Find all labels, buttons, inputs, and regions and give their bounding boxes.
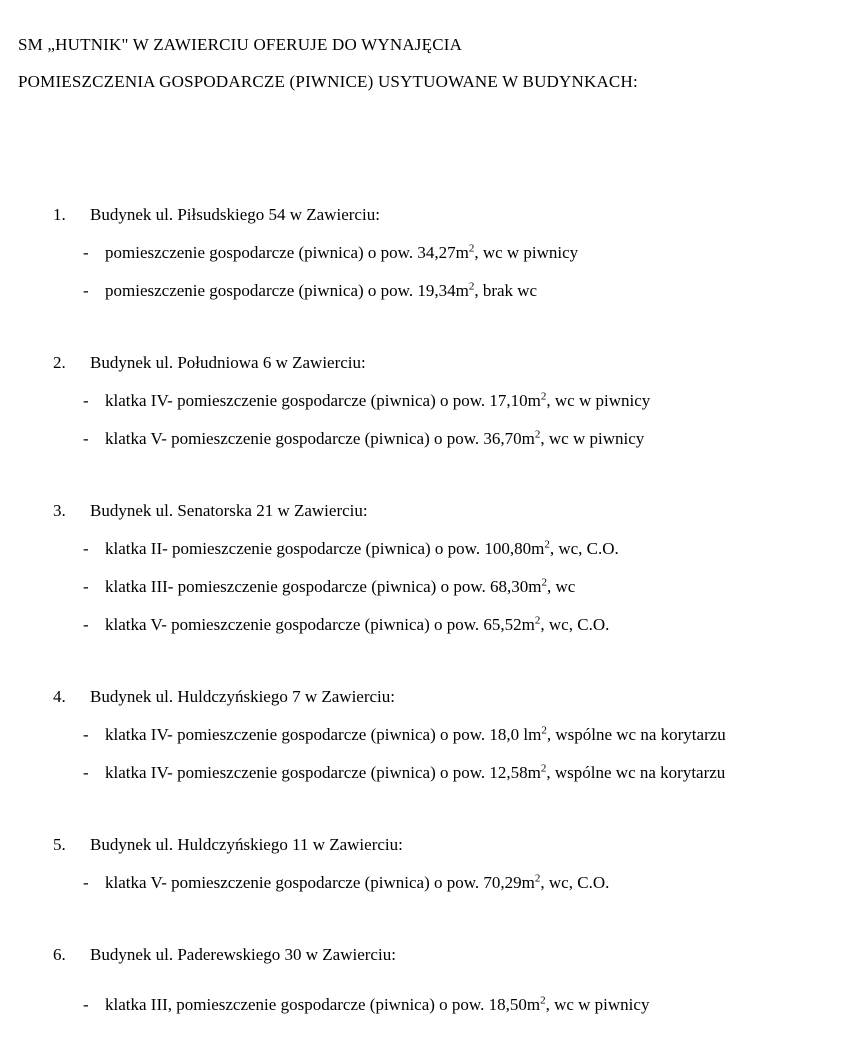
- header-line-2: POMIESZCZENIA GOSPODARCZE (PIWNICE) USYTUOWANE W BUDYNKACH:: [18, 72, 638, 91]
- building-number: 4.: [53, 687, 66, 706]
- building-section: [0, 826, 850, 902]
- building-section: [0, 492, 850, 644]
- building-heading: [0, 826, 850, 864]
- room-text-post: , brak wc: [474, 281, 538, 300]
- building-heading: [0, 196, 850, 234]
- dash-bullet: -: [83, 243, 89, 262]
- room-item: [0, 568, 850, 606]
- room-text-post: , wc: [546, 577, 576, 596]
- building-number: 2.: [53, 353, 66, 372]
- building-title: Budynek ul. Paderewskiego 30 w Zawierciu:: [90, 945, 396, 964]
- building-heading: [0, 678, 850, 716]
- building-section: [0, 936, 850, 1024]
- room-item: [0, 864, 850, 902]
- room-description: [105, 539, 619, 558]
- room-text-post: , wc w piwnicy: [546, 391, 651, 410]
- room-item: [0, 382, 850, 420]
- dash-bullet: -: [83, 873, 89, 892]
- room-text-pre: klatka IV- pomieszczenie gospodarcze (piwnica) o pow. 12,58m: [105, 763, 541, 782]
- building-list: [0, 196, 850, 1058]
- building-title: Budynek ul. Senatorska 21 w Zawierciu:: [90, 501, 368, 520]
- room-item: [0, 716, 850, 754]
- room-text-post: , wspólne wc na korytarzu: [546, 725, 726, 744]
- dash-bullet: -: [83, 281, 89, 300]
- room-description: [105, 243, 578, 262]
- area-superscript: 2: [540, 390, 547, 403]
- room-item: [0, 272, 850, 310]
- building-section: [0, 344, 850, 458]
- building-title: Budynek ul. Huldczyńskiego 7 w Zawierciu:: [90, 687, 395, 706]
- room-text-post: , wc, C.O.: [549, 539, 619, 558]
- room-text-pre: klatka IV- pomieszczenie gospodarcze (piwnica) o pow. 18,0 lm: [105, 725, 542, 744]
- room-text-pre: klatka II- pomieszczenie gospodarcze (piwnica) o pow. 100,80m: [105, 539, 545, 558]
- room-text-pre: klatka V- pomieszczenie gospodarcze (piwnica) o pow. 65,52m: [105, 615, 535, 634]
- building-heading: [0, 936, 850, 974]
- dash-bullet: -: [83, 577, 89, 596]
- room-text-post: , wspólne wc na korytarzu: [546, 763, 726, 782]
- area-superscript: 2: [540, 994, 546, 1007]
- area-superscript: 2: [541, 724, 547, 737]
- area-superscript: 2: [540, 762, 547, 775]
- room-text-post: , wc, C.O.: [540, 873, 610, 892]
- room-item: [0, 754, 850, 792]
- building-section: [0, 678, 850, 792]
- room-text-post: , wc w piwnicy: [474, 243, 579, 262]
- area-superscript: 2: [468, 280, 475, 293]
- room-description: [105, 577, 575, 596]
- room-description: [105, 995, 649, 1014]
- room-items: [0, 716, 850, 792]
- room-items: [0, 986, 850, 1024]
- room-text-pre: klatka V- pomieszczenie gospodarcze (piwnica) o pow. 70,29m: [105, 873, 535, 892]
- building-number: 1.: [53, 205, 66, 224]
- building-title: Budynek ul. Południowa 6 w Zawierciu:: [90, 353, 366, 372]
- room-items: [0, 864, 850, 902]
- dash-bullet: -: [83, 995, 89, 1014]
- room-description: [105, 873, 609, 892]
- area-superscript: 2: [534, 872, 541, 885]
- building-number: 6.: [53, 945, 66, 964]
- dash-bullet: -: [83, 539, 89, 558]
- dash-bullet: -: [83, 429, 89, 448]
- building-number: 3.: [53, 501, 66, 520]
- building-number: 5.: [53, 835, 66, 854]
- building-heading: [0, 344, 850, 382]
- room-items: [0, 234, 850, 310]
- area-superscript: 2: [468, 242, 475, 255]
- room-description: [105, 725, 726, 744]
- room-text-post: , wc w piwnicy: [540, 429, 645, 448]
- room-description: [105, 281, 537, 300]
- area-superscript: 2: [534, 428, 541, 441]
- room-text-pre: pomieszczenie gospodarcze (piwnica) o pow. 19,34m: [105, 281, 469, 300]
- room-description: [105, 615, 609, 634]
- area-superscript: 2: [541, 576, 547, 589]
- room-text-post: , wc, C.O.: [540, 615, 610, 634]
- room-item: [0, 986, 850, 1024]
- room-description: [105, 763, 725, 782]
- area-superscript: 2: [534, 614, 541, 627]
- dash-bullet: -: [83, 725, 89, 744]
- area-superscript: 2: [544, 538, 550, 551]
- room-item: [0, 234, 850, 272]
- dash-bullet: -: [83, 763, 89, 782]
- room-text-pre: klatka III- pomieszczenie gospodarcze (piwnica) o pow. 68,30m: [105, 577, 542, 596]
- room-items: [0, 382, 850, 458]
- room-item: [0, 420, 850, 458]
- room-text-pre: pomieszczenie gospodarcze (piwnica) o pow. 34,27m: [105, 243, 469, 262]
- dash-bullet: -: [83, 391, 89, 410]
- building-title: Budynek ul. Huldczyńskiego 11 w Zawierciu:: [90, 835, 403, 854]
- building-title: Budynek ul. Piłsudskiego 54 w Zawierciu:: [90, 205, 380, 224]
- building-section: [0, 196, 850, 310]
- room-text-pre: klatka IV- pomieszczenie gospodarcze (piwnica) o pow. 17,10m: [105, 391, 541, 410]
- room-items: [0, 530, 850, 644]
- dash-bullet: -: [83, 615, 89, 634]
- header-line-1: SM „HUTNIK" W ZAWIERCIU OFERUJE DO WYNAJĘCIA: [18, 35, 463, 54]
- document-header: [18, 26, 840, 100]
- room-text-post: , wc w piwnicy: [545, 995, 650, 1014]
- room-description: [105, 391, 650, 410]
- room-text-pre: klatka III, pomieszczenie gospodarcze (piwnica) o pow. 18,50m: [105, 995, 541, 1014]
- room-description: [105, 429, 644, 448]
- building-heading: [0, 492, 850, 530]
- room-item: [0, 530, 850, 568]
- room-item: [0, 606, 850, 644]
- room-text-pre: klatka V- pomieszczenie gospodarcze (piwnica) o pow. 36,70m: [105, 429, 535, 448]
